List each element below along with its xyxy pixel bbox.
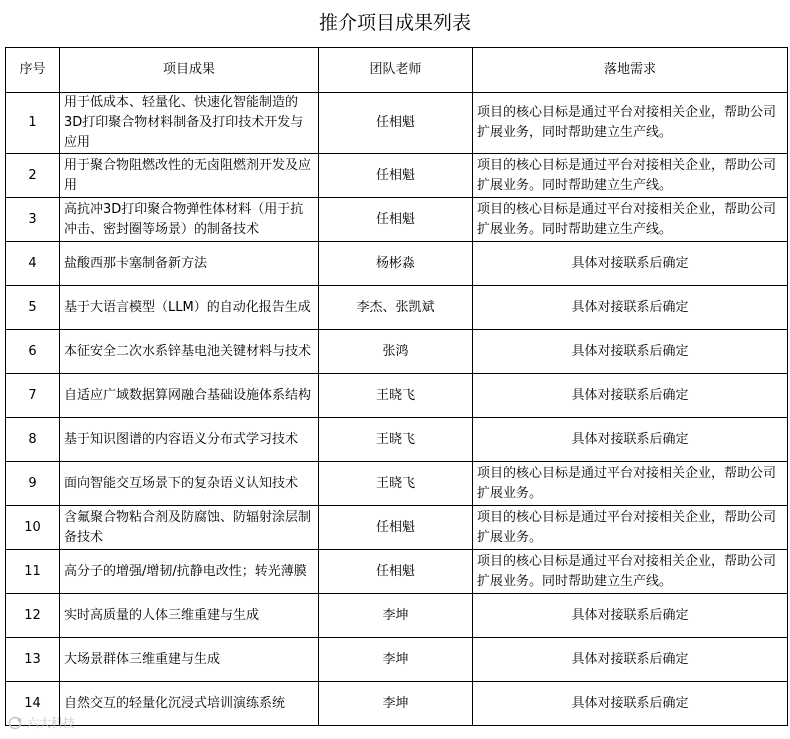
row-number: 5 [6, 286, 60, 330]
row-number: 10 [6, 506, 60, 550]
row-teacher: 任相魁 [319, 550, 473, 594]
row-teacher: 王晓飞 [319, 374, 473, 418]
row-result: 本征安全二次水系锌基电池关键材料与技术 [60, 330, 319, 374]
row-result: 高抗冲3D打印聚合物弹性体材料（用于抗冲击、密封圈等场景）的制备技术 [60, 198, 319, 242]
row-number: 1 [6, 93, 60, 154]
row-result: 实时高质量的人体三维重建与生成 [60, 594, 319, 638]
row-teacher: 李坤 [319, 594, 473, 638]
row-demand: 项目的核心目标是通过平台对接相关企业，帮助公司扩展业务。同时帮助建立生产线。 [473, 154, 788, 198]
row-number: 7 [6, 374, 60, 418]
row-demand: 具体对接联系后确定 [473, 418, 788, 462]
row-demand: 项目的核心目标是通过平台对接相关企业，帮助公司扩展业务。 [473, 506, 788, 550]
row-teacher: 李坤 [319, 682, 473, 726]
row-number: 12 [6, 594, 60, 638]
row-demand: 项目的核心目标是通过平台对接相关企业，帮助公司扩展业务，同时帮助建立生产线。 [473, 93, 788, 154]
table-row [6, 286, 788, 330]
row-teacher: 李杰、张凯斌 [319, 286, 473, 330]
header-no: 序号 [6, 48, 60, 93]
project-table [5, 47, 788, 726]
watermark-text: 六大科技 [27, 716, 76, 730]
row-teacher: 李坤 [319, 638, 473, 682]
row-result: 基于知识图谱的内容语义分布式学习技术 [60, 418, 319, 462]
table-row [6, 374, 788, 418]
row-result: 含氟聚合物粘合剂及防腐蚀、防辐射涂层制备技术 [60, 506, 319, 550]
row-number: 11 [6, 550, 60, 594]
row-demand: 项目的核心目标是通过平台对接相关企业，帮助公司扩展业务。同时帮助建立生产线。 [473, 198, 788, 242]
row-number: 14 [6, 682, 60, 726]
table-row [6, 682, 788, 726]
row-number: 8 [6, 418, 60, 462]
row-teacher: 任相魁 [319, 506, 473, 550]
table-row [6, 594, 788, 638]
row-number: 13 [6, 638, 60, 682]
row-result: 基于大语言模型（LLM）的自动化报告生成 [60, 286, 319, 330]
table-row [6, 198, 788, 242]
watermark [8, 714, 75, 731]
table-row [6, 462, 788, 506]
row-result: 自然交互的轻量化沉浸式培训演练系统 [60, 682, 319, 726]
row-teacher: 王晓飞 [319, 418, 473, 462]
row-demand: 项目的核心目标是通过平台对接相关企业，帮助公司扩展业务。同时帮助建立生产线。 [473, 550, 788, 594]
row-teacher: 杨彬淼 [319, 242, 473, 286]
row-demand: 具体对接联系后确定 [473, 374, 788, 418]
row-number: 2 [6, 154, 60, 198]
row-demand: 具体对接联系后确定 [473, 330, 788, 374]
table-row [6, 242, 788, 286]
row-teacher: 王晓飞 [319, 462, 473, 506]
row-number: 4 [6, 242, 60, 286]
row-demand: 具体对接联系后确定 [473, 682, 788, 726]
table-row [6, 506, 788, 550]
row-result: 面向智能交互场景下的复杂语义认知技术 [60, 462, 319, 506]
header-result: 项目成果 [60, 48, 319, 93]
row-teacher: 任相魁 [319, 154, 473, 198]
row-number: 3 [6, 198, 60, 242]
page-title: 推介项目成果列表 [318, 12, 471, 34]
row-number: 6 [6, 330, 60, 374]
row-result: 自适应广域数据算网融合基础设施体系结构 [60, 374, 319, 418]
table-row [6, 154, 788, 198]
watermark-logo-icon [8, 716, 24, 730]
table-row [6, 550, 788, 594]
table-row [6, 638, 788, 682]
row-teacher: 张鸿 [319, 330, 473, 374]
row-result: 盐酸西那卡塞制备新方法 [60, 242, 319, 286]
table-row [6, 418, 788, 462]
table-row [6, 330, 788, 374]
row-demand: 项目的核心目标是通过平台对接相关企业，帮助公司扩展业务。 [473, 462, 788, 506]
header-demand: 落地需求 [473, 48, 788, 93]
header-teacher: 团队老师 [319, 48, 473, 93]
table-header-row [6, 48, 788, 93]
row-result: 用于聚合物阻燃改性的无卤阻燃剂开发及应用 [60, 154, 319, 198]
table-row [6, 93, 788, 154]
row-number: 9 [6, 462, 60, 506]
row-teacher: 任相魁 [319, 93, 473, 154]
row-result: 用于低成本、轻量化、快速化智能制造的3D打印聚合物材料制备及打印技术开发与应用 [60, 93, 319, 154]
row-result: 高分子的增强/增韧/抗静电改性；转光薄膜 [60, 550, 319, 594]
row-teacher: 任相魁 [319, 198, 473, 242]
row-demand: 具体对接联系后确定 [473, 594, 788, 638]
row-demand: 具体对接联系后确定 [473, 638, 788, 682]
row-demand: 具体对接联系后确定 [473, 286, 788, 330]
row-demand: 具体对接联系后确定 [473, 242, 788, 286]
row-result: 大场景群体三维重建与生成 [60, 638, 319, 682]
